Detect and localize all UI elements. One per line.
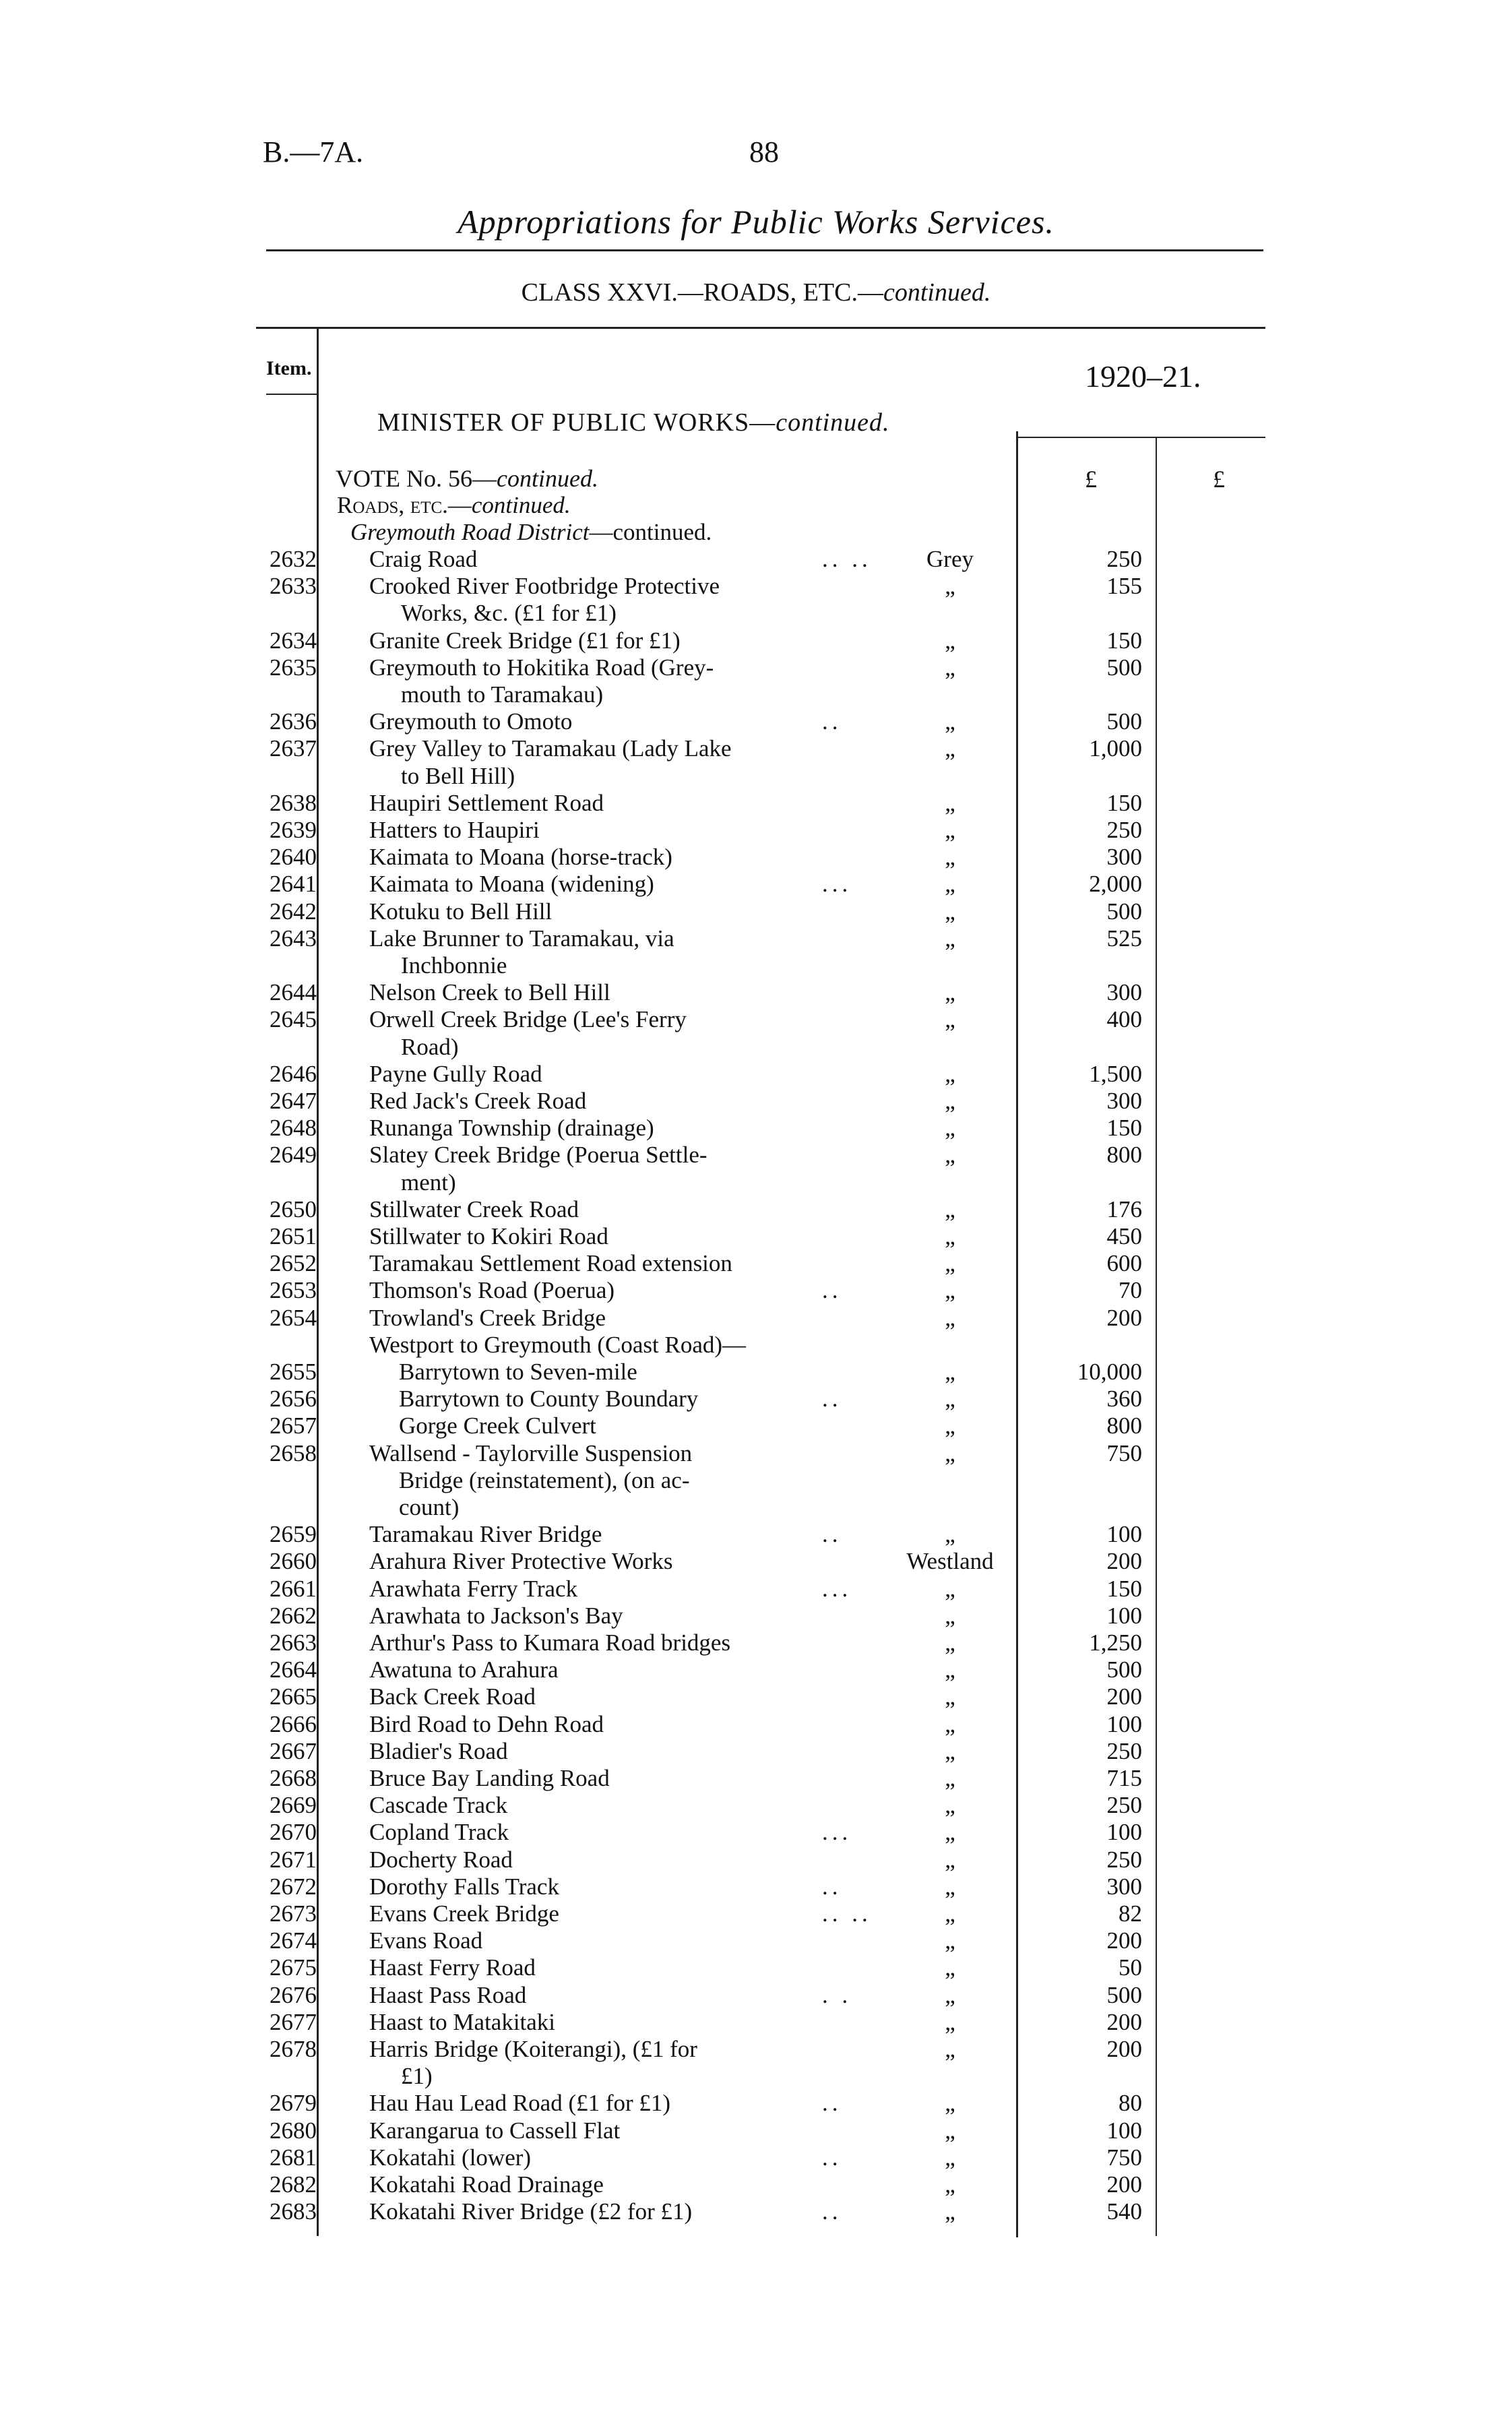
item-description: Arthur's Pass to Kumara Road bridges [369, 1630, 731, 1656]
amount: 750 [1106, 1439, 1142, 1466]
item-number: 2655 [270, 1359, 317, 1385]
district-name: „ [945, 2090, 955, 2117]
leader-dots: .. [822, 1277, 842, 1304]
item-description: Gorge Creek Culvert [399, 1413, 596, 1439]
item-description: Dorothy Falls Track .. [369, 1873, 842, 1900]
district-name: „ [945, 925, 955, 952]
item-description: Karangarua to Cassell Flat [369, 2117, 621, 2144]
district-name: „ [945, 1981, 955, 2008]
item-description-continued: £1) [401, 2063, 433, 2090]
district-name: „ [945, 1900, 955, 1927]
amount: 100 [1106, 1710, 1142, 1737]
amount: 500 [1106, 1981, 1142, 2008]
item-number: 2639 [270, 817, 317, 843]
leader-dots: .. [822, 2198, 842, 2225]
item-number: 2682 [270, 2171, 317, 2198]
item-description: Arahura River Protective Works [369, 1548, 673, 1575]
item-number: 2653 [270, 1277, 317, 1304]
item-number: 2646 [270, 1060, 317, 1087]
leader-dots: ... [822, 1819, 852, 1846]
page-number: 88 [749, 135, 779, 168]
amount: 250 [1106, 546, 1142, 572]
page-title: Appropriations for Public Works Services. [458, 203, 1054, 241]
district-name: „ [945, 1413, 955, 1439]
item-column-divider [317, 329, 319, 2236]
leader-dots: .. [822, 1386, 842, 1413]
amount: 715 [1106, 1765, 1142, 1791]
district-name: „ [945, 1630, 955, 1656]
district-name: „ [945, 979, 955, 1006]
item-number: 2651 [270, 1223, 317, 1249]
district-name: „ [945, 654, 955, 681]
district-name: „ [945, 1683, 955, 1710]
district-name: „ [945, 1575, 955, 1602]
amount: 1,000 [1089, 735, 1142, 762]
amount: 1,250 [1089, 1630, 1142, 1656]
leader-dots: .. [822, 708, 842, 735]
item-description: Arawhata Ferry Track ... [369, 1575, 852, 1602]
district-name: Grey [926, 546, 974, 572]
district-heading-rest: —continued. [589, 519, 712, 545]
amount: 100 [1106, 2117, 1142, 2144]
amount: 525 [1106, 925, 1142, 952]
leader-dots: .. .. [822, 546, 872, 572]
amount: 10,000 [1077, 1359, 1142, 1385]
district-name: „ [945, 1304, 955, 1331]
item-number: 2647 [270, 1088, 317, 1114]
item-description: Runanga Township (drainage) [369, 1115, 654, 1142]
district-name: „ [945, 1386, 955, 1413]
district-name: „ [945, 1115, 955, 1142]
district-name: „ [945, 844, 955, 871]
item-number: 2664 [270, 1656, 317, 1683]
district-name: „ [945, 1819, 955, 1846]
class-subtitle-italic: continued. [883, 278, 991, 307]
item-number: 2656 [270, 1386, 317, 1413]
leader-dots: .. [822, 2090, 842, 2117]
amount: 82 [1119, 1900, 1142, 1927]
item-description: Haast Ferry Road [369, 1954, 536, 1981]
item-description-continued: ment) [401, 1169, 456, 1196]
amount: 800 [1106, 1142, 1142, 1169]
item-number: 2683 [270, 2198, 317, 2225]
item-number: 2632 [270, 546, 317, 572]
amount: 250 [1106, 1792, 1142, 1819]
item-description: Kokatahi (lower) .. [369, 2144, 842, 2171]
item-description: Payne Gully Road [369, 1060, 542, 1087]
amount: 155 [1106, 573, 1142, 600]
item-description: Trowland's Creek Bridge [369, 1304, 606, 1331]
class-subtitle [0, 278, 1512, 307]
item-number: 2673 [270, 1900, 317, 1927]
district-name: „ [945, 1873, 955, 1900]
item-description: Greymouth to Omoto .. [369, 708, 842, 735]
item-number: 2641 [270, 871, 317, 898]
item-description: Granite Creek Bridge (£1 for £1) [369, 627, 681, 654]
item-description: Kaimata to Moana (widening) ... [369, 871, 852, 898]
pound-symbol-2: £ [1213, 466, 1225, 493]
amount-split-divider [1156, 438, 1157, 2236]
year-head-rule [1016, 437, 1265, 438]
district-name: „ [945, 1196, 955, 1222]
item-number: 2645 [270, 1006, 317, 1033]
amount: 500 [1106, 1656, 1142, 1683]
district-name: „ [945, 2198, 955, 2225]
district-name: „ [945, 1737, 955, 1764]
item-description-continued: count) [399, 1494, 460, 1520]
item-description: Wallsend - Taylorville Suspension [369, 1439, 693, 1466]
leader-dots: ... [822, 1575, 852, 1602]
item-number: 2670 [270, 1819, 317, 1846]
item-number: 2674 [270, 1927, 317, 1954]
district-name: „ [945, 2008, 955, 2035]
district-name: „ [945, 2171, 955, 2198]
district-name: „ [945, 1656, 955, 1683]
amount: 540 [1106, 2198, 1142, 2225]
item-description: Slatey Creek Bridge (Poerua Settle- [369, 1142, 707, 1169]
item-description: Cascade Track [369, 1792, 508, 1819]
item-description: Haast Pass Road . . [369, 1981, 852, 2008]
item-number: 2672 [270, 1873, 317, 1900]
amount: 200 [1106, 2008, 1142, 2035]
amount: 150 [1106, 1115, 1142, 1142]
item-number: 2675 [270, 1954, 317, 1981]
district-name: „ [945, 1765, 955, 1791]
leader-dots: .. .. [822, 1900, 872, 1927]
district-name: „ [945, 1250, 955, 1277]
district-name: Westland [906, 1548, 994, 1575]
amount: 300 [1106, 1873, 1142, 1900]
item-description: Haupiri Settlement Road [369, 789, 604, 816]
amount: 450 [1106, 1223, 1142, 1249]
item-description: Docherty Road [369, 1846, 513, 1873]
item-number: 2677 [270, 2008, 317, 2035]
item-description: Bird Road to Dehn Road [369, 1710, 604, 1737]
amount: 150 [1106, 627, 1142, 654]
amount: 250 [1106, 1846, 1142, 1873]
item-description: Westport to Greymouth (Coast Road)— [369, 1331, 747, 1358]
roads-heading-main: Roads, etc.— [337, 492, 472, 518]
item-description: Hatters to Haupiri [369, 817, 540, 843]
district-name: „ [945, 1060, 955, 1087]
amount: 250 [1106, 817, 1142, 843]
item-number: 2634 [270, 627, 317, 654]
roads-heading-italic: continued. [471, 492, 571, 518]
item-description: Greymouth to Hokitika Road (Grey- [369, 654, 714, 681]
district-name: „ [945, 871, 955, 898]
amount: 80 [1119, 2090, 1142, 2117]
item-number: 2644 [270, 979, 317, 1006]
item-description: Taramakau River Bridge .. [369, 1521, 842, 1548]
item-number: 2633 [270, 573, 317, 600]
leader-dots: ... [822, 871, 852, 898]
item-description: Red Jack's Creek Road [369, 1088, 587, 1114]
amount: 800 [1106, 1413, 1142, 1439]
item-description-continued: Bridge (reinstatement), (on ac- [399, 1466, 690, 1493]
amount: 360 [1106, 1386, 1142, 1413]
item-description: Barrytown to Seven-mile [399, 1359, 637, 1385]
item-number: 2666 [270, 1710, 317, 1737]
amount: 176 [1106, 1196, 1142, 1222]
table-top-rule [256, 327, 1265, 329]
district-name: „ [945, 1006, 955, 1033]
item-number: 2667 [270, 1737, 317, 1764]
item-description: Evans Creek Bridge .. .. [369, 1900, 872, 1927]
district-heading [350, 519, 712, 546]
amount: 200 [1106, 2171, 1142, 2198]
item-description: Lake Brunner to Taramakau, via [369, 925, 674, 952]
item-description: Kaimata to Moana (horse-track) [369, 844, 672, 871]
item-number: 2665 [270, 1683, 317, 1710]
item-number: 2650 [270, 1196, 317, 1222]
amount: 200 [1106, 1548, 1142, 1575]
item-number: 2669 [270, 1792, 317, 1819]
district-name: „ [945, 2117, 955, 2144]
amount: 150 [1106, 789, 1142, 816]
district-name: „ [945, 789, 955, 816]
amount: 200 [1106, 1304, 1142, 1331]
item-number: 2659 [270, 1521, 317, 1548]
district-name: „ [945, 1142, 955, 1169]
item-description: Thomson's Road (Poerua) .. [369, 1277, 842, 1304]
item-number: 2657 [270, 1413, 317, 1439]
class-subtitle-main: CLASS XXVI.—ROADS, ETC.— [521, 278, 883, 307]
amount: 1,500 [1089, 1060, 1142, 1087]
item-number: 2658 [270, 1439, 317, 1466]
amount: 500 [1106, 654, 1142, 681]
amount: 50 [1119, 1954, 1142, 1981]
district-name: „ [945, 817, 955, 843]
title-rule [266, 249, 1263, 251]
item-description: Craig Road .. .. [369, 546, 872, 572]
amount: 600 [1106, 1250, 1142, 1277]
leader-dots: .. [822, 1873, 842, 1900]
item-description: Stillwater to Kokiri Road [369, 1223, 608, 1249]
district-name: „ [945, 898, 955, 925]
item-description: Hau Hau Lead Road (£1 for £1) .. [369, 2090, 842, 2117]
amount: 200 [1106, 1683, 1142, 1710]
item-description: Nelson Creek to Bell Hill [369, 979, 610, 1006]
leader-dots: . . [822, 1981, 852, 2008]
amount: 750 [1106, 2144, 1142, 2171]
year-column-header: 1920–21. [1085, 359, 1201, 394]
item-number: 2678 [270, 2036, 317, 2062]
item-description: Barrytown to County Boundary .. [399, 1386, 842, 1413]
item-number: 2662 [270, 1602, 317, 1629]
item-number: 2635 [270, 654, 317, 681]
district-name: „ [945, 1846, 955, 1873]
item-description: Awatuna to Arahura [369, 1656, 559, 1683]
item-description: Bladier's Road [369, 1737, 508, 1764]
district-name: „ [945, 1792, 955, 1819]
item-description-continued: mouth to Taramakau) [401, 681, 604, 708]
district-name: „ [945, 1223, 955, 1249]
item-number: 2654 [270, 1304, 317, 1331]
amount: 100 [1106, 1602, 1142, 1629]
item-description-continued: to Bell Hill) [401, 762, 515, 789]
item-description: Kotuku to Bell Hill [369, 898, 553, 925]
minister-heading [377, 408, 890, 437]
district-name: „ [945, 1927, 955, 1954]
item-description: Taramakau Settlement Road extension [369, 1250, 732, 1277]
district-name: „ [945, 1439, 955, 1466]
district-name: „ [945, 1954, 955, 1981]
item-description-continued: Works, &c. (£1 for £1) [401, 600, 617, 627]
district-name: „ [945, 1710, 955, 1737]
amount: 150 [1106, 1575, 1142, 1602]
item-number: 2663 [270, 1630, 317, 1656]
item-number: 2652 [270, 1250, 317, 1277]
district-name: „ [945, 735, 955, 762]
leader-dots: .. [822, 2144, 842, 2171]
leader-dots: .. [822, 1521, 842, 1548]
vote-heading [336, 465, 598, 492]
item-description: Copland Track ... [369, 1819, 852, 1846]
amount: 100 [1106, 1819, 1142, 1846]
item-number: 2638 [270, 789, 317, 816]
item-description: Orwell Creek Bridge (Lee's Ferry [369, 1006, 687, 1033]
item-number: 2661 [270, 1575, 317, 1602]
district-name: „ [945, 1088, 955, 1114]
district-name: „ [945, 627, 955, 654]
vote-heading-italic: continued. [496, 465, 598, 492]
district-heading-italic: Greymouth Road District [350, 519, 590, 545]
item-description: Kokatahi River Bridge (£2 for £1) .. [369, 2198, 842, 2225]
amount: 200 [1106, 1927, 1142, 1954]
item-head-rule [266, 394, 317, 395]
item-number: 2637 [270, 735, 317, 762]
district-name: „ [945, 1521, 955, 1548]
item-number: 2640 [270, 844, 317, 871]
item-description-continued: Road) [401, 1033, 459, 1060]
amount: 300 [1106, 844, 1142, 871]
item-number: 2680 [270, 2117, 317, 2144]
item-number: 2681 [270, 2144, 317, 2171]
minister-heading-italic: continued. [776, 408, 890, 437]
item-number: 2676 [270, 1981, 317, 2008]
item-number: 2648 [270, 1115, 317, 1142]
item-description: Harris Bridge (Koiterangi), (£1 for [369, 2036, 697, 2062]
item-description: Crooked River Footbridge Protective [369, 573, 720, 600]
roads-heading [337, 492, 571, 519]
amount: 70 [1119, 1277, 1142, 1304]
district-name: „ [945, 708, 955, 735]
district-name: „ [945, 1359, 955, 1385]
district-name: „ [945, 2144, 955, 2171]
item-description: Kokatahi Road Drainage [369, 2171, 604, 2198]
district-name: „ [945, 2036, 955, 2062]
item-column-header: Item. [266, 357, 312, 379]
item-description: Arawhata to Jackson's Bay [369, 1602, 623, 1629]
item-description-continued: Inchbonnie [401, 952, 507, 979]
item-description: Grey Valley to Taramakau (Lady Lake [369, 735, 732, 762]
amount: 100 [1106, 1521, 1142, 1548]
item-number: 2643 [270, 925, 317, 952]
item-number: 2649 [270, 1142, 317, 1169]
item-description: Back Creek Road [369, 1683, 536, 1710]
district-name: „ [945, 573, 955, 600]
amount: 300 [1106, 979, 1142, 1006]
item-number: 2636 [270, 708, 317, 735]
item-number: 2668 [270, 1765, 317, 1791]
amount: 500 [1106, 898, 1142, 925]
amount: 200 [1106, 2036, 1142, 2062]
item-description: Bruce Bay Landing Road [369, 1765, 610, 1791]
amount: 300 [1106, 1088, 1142, 1114]
item-number: 2671 [270, 1846, 317, 1873]
amount: 400 [1106, 1006, 1142, 1033]
minister-heading-main: MINISTER OF PUBLIC WORKS— [377, 408, 776, 437]
district-name: „ [945, 1277, 955, 1304]
amount: 250 [1106, 1737, 1142, 1764]
pound-symbol-1: £ [1085, 466, 1097, 493]
vote-heading-main: VOTE No. 56— [336, 465, 497, 492]
document-code: B.—7A. [263, 135, 364, 168]
amount: 500 [1106, 708, 1142, 735]
amount: 2,000 [1089, 871, 1142, 898]
district-name: „ [945, 1602, 955, 1629]
item-number: 2642 [270, 898, 317, 925]
item-number: 2679 [270, 2090, 317, 2117]
item-description: Stillwater Creek Road [369, 1196, 579, 1222]
item-description: Evans Road [369, 1927, 483, 1954]
item-number: 2660 [270, 1548, 317, 1575]
item-description: Haast to Matakitaki [369, 2008, 556, 2035]
